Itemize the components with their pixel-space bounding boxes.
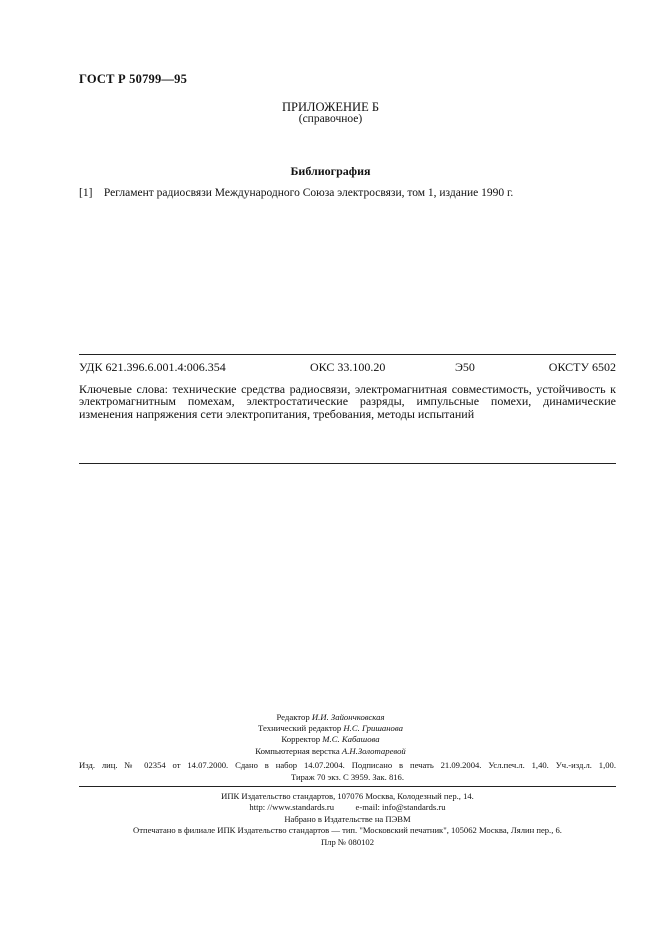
printer-line-4: Отпечатано в филиале ИПК Издательство стандартов — тип. "Московский печатник", 105062 Москва, Лялин пер., 6. — [133, 825, 562, 836]
bibliography-title: Библиография — [290, 164, 371, 178]
annex-subtitle: (справочное) — [298, 113, 363, 125]
printer-line-1: ИПК Издательство стандартов, 107076 Москва, Колодезный пер., 14. — [221, 791, 474, 801]
printer-line-3: Набрано в Издательстве на ПЭВМ — [284, 813, 411, 824]
credit-proofreader: Корректор М.С. Кабашова — [281, 734, 380, 745]
top-divider — [79, 354, 616, 355]
bibliography-item-text: Регламент радиосвязи Международного Союза электросвязи, том 1, издание 1990 г. — [103, 187, 514, 199]
printer-line-5: Плр № 080102 — [320, 836, 375, 847]
standard-code: ГОСТ Р 50799—95 — [79, 72, 188, 86]
udc-code: УДК 621.396.6.001.4:006.354 — [79, 360, 226, 374]
publishing-info — [79, 760, 616, 783]
publishing-line-1: Изд. лиц. № 02354 от 14.07.2000. Сдано в набор 14.07.2004. Подписано в печать 21.09.2004. Усл.печ.л. 1,40. Уч.-изд.л. 1,00. — [79, 760, 616, 770]
bibliography-item — [79, 187, 513, 199]
credit-layout: Компьютерная верстка А.Н.Золотаревой — [255, 745, 406, 756]
bottom-divider — [79, 786, 616, 787]
middle-divider — [79, 463, 616, 464]
group-code: Э50 — [455, 360, 475, 374]
bibliography-item-number: [1] — [79, 187, 93, 199]
publishing-line-2: Тираж 70 экз. С 3959. Зак. 816. — [290, 771, 404, 782]
oks-code: ОКС 33.100.20 — [310, 360, 386, 374]
keywords: Ключевые слова: технические средства радиосвязи, электромагнитная совместимость, устойчивость к электромагнитным помехам, электростатические разряды, импульсные помехи, динамические изменения напряжения сети электропитания, требования, методы испытаний — [79, 382, 616, 421]
credits — [200, 712, 461, 757]
credit-tech-editor: Технический редактор Н.С. Гришанова — [258, 723, 403, 734]
credit-editor: Редактор И.И. Зайончковская — [276, 712, 385, 722]
okstu-code: ОКСТУ 6502 — [548, 360, 616, 374]
printer-info — [79, 791, 616, 848]
annex-title: ПРИЛОЖЕНИЕ Б — [281, 100, 380, 114]
printer-line-2: http: //www.standards.ru e-mail: info@standards.ru — [249, 802, 446, 813]
